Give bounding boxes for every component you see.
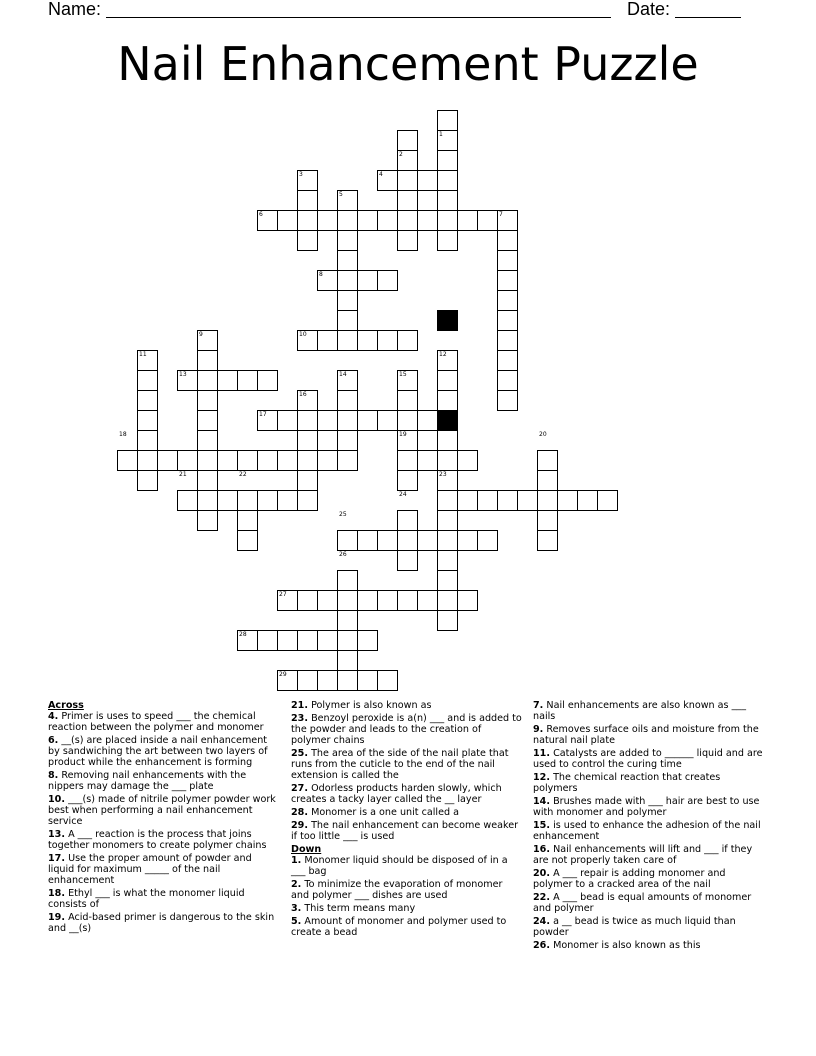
grid-number: 23 <box>439 471 447 478</box>
clue-text: Brushes made with ___ hair are best to use with monomer and polymer <box>533 796 760 818</box>
grid-cell[interactable] <box>457 450 478 471</box>
grid-cell[interactable] <box>157 450 178 471</box>
clue-text: Odorless products harden slowly, which creates a tacky layer called the __ layer <box>291 783 502 805</box>
grid-cell[interactable] <box>417 450 438 471</box>
grid-cell[interactable] <box>217 490 238 511</box>
clue-text: Monomer is also known as this <box>553 940 701 951</box>
clue-text: is used to enhance the adhesion of the nail enhancement <box>533 820 761 842</box>
clue-number: 9. <box>533 724 544 735</box>
grid-cell[interactable] <box>197 450 218 471</box>
grid-number: 27 <box>279 591 287 598</box>
date-label: Date: <box>627 0 671 19</box>
grid-cell[interactable] <box>497 390 518 411</box>
grid-cell[interactable] <box>357 210 378 231</box>
grid-cell[interactable] <box>297 590 318 611</box>
grid-cell[interactable] <box>137 370 158 391</box>
grid-cell[interactable] <box>377 330 398 351</box>
clue-number: 28. <box>291 807 308 818</box>
grid-cell[interactable] <box>257 490 278 511</box>
grid-cell[interactable] <box>197 470 218 491</box>
grid-cell[interactable] <box>317 590 338 611</box>
clue-number: 1. <box>291 855 302 866</box>
clue-text: Polymer is also known as <box>311 700 432 711</box>
grid-cell[interactable] <box>197 430 218 451</box>
grid-cell[interactable] <box>317 670 338 691</box>
grid-cell[interactable] <box>277 630 298 651</box>
grid-cell[interactable] <box>437 230 458 251</box>
grid-cell[interactable] <box>437 210 458 231</box>
clue-text: Nail enhancements will lift and ___ if they are not properly taken care of <box>533 844 753 866</box>
grid-cell[interactable] <box>377 590 398 611</box>
clue-text: The nail enhancement can become weaker if too little ___ is used <box>291 820 519 842</box>
grid-cell[interactable] <box>297 450 318 471</box>
grid-cell[interactable] <box>397 130 418 151</box>
grid-cell[interactable] <box>277 490 298 511</box>
grid-cell[interactable] <box>397 390 418 411</box>
grid-number: 15 <box>399 371 407 378</box>
grid-cell[interactable] <box>337 670 358 691</box>
grid-cell[interactable] <box>417 410 438 431</box>
grid-cell[interactable] <box>397 170 418 191</box>
grid-cell[interactable] <box>397 230 418 251</box>
clue-item <box>291 916 523 938</box>
grid-number: 28 <box>239 631 247 638</box>
grid-number: 2 <box>399 151 403 158</box>
grid-number: 10 <box>299 331 307 338</box>
clue-number: 5. <box>291 916 302 927</box>
grid-cell[interactable] <box>337 390 358 411</box>
grid-number: 7 <box>499 211 503 218</box>
grid-number: 13 <box>179 371 187 378</box>
clue-item <box>533 724 765 746</box>
clue-item <box>533 772 765 794</box>
grid-number: 21 <box>179 471 187 478</box>
grid-cell[interactable] <box>497 230 518 251</box>
grid-cell[interactable] <box>317 330 338 351</box>
clue-number: 11. <box>533 748 550 759</box>
grid-cell[interactable] <box>397 590 418 611</box>
grid-cell[interactable] <box>437 550 458 571</box>
grid-cell[interactable] <box>497 270 518 291</box>
grid-cell[interactable] <box>437 490 458 511</box>
grid-number: 29 <box>279 671 287 678</box>
grid-cell[interactable] <box>337 410 358 431</box>
clue-item <box>48 735 280 768</box>
clue-number: 19. <box>48 912 65 923</box>
clue-column-2 <box>291 700 523 940</box>
grid-cell[interactable] <box>437 430 458 451</box>
grid-cell[interactable] <box>137 450 158 471</box>
grid-cell[interactable] <box>337 650 358 671</box>
clue-item <box>533 820 765 842</box>
grid-number: 17 <box>259 411 267 418</box>
grid-number: 1 <box>439 131 443 138</box>
grid-cell[interactable] <box>137 470 158 491</box>
grid-number: 18 <box>119 431 127 438</box>
grid-cell[interactable] <box>337 610 358 631</box>
grid-number: 19 <box>399 431 407 438</box>
clue-text: A ___ repair is adding monomer and polymer to a cracked area of the nail <box>533 868 726 890</box>
clue-item <box>291 903 523 914</box>
grid-cell[interactable] <box>177 450 198 471</box>
grid-cell[interactable] <box>497 310 518 331</box>
grid-cell[interactable] <box>397 470 418 491</box>
grid-number: 20 <box>539 431 547 438</box>
grid-cell[interactable] <box>457 210 478 231</box>
grid-cell[interactable] <box>397 550 418 571</box>
grid-number: 5 <box>339 191 343 198</box>
grid-cell[interactable] <box>137 430 158 451</box>
grid-cell[interactable] <box>197 410 218 431</box>
grid-cell[interactable] <box>217 370 238 391</box>
grid-number: 25 <box>339 511 347 518</box>
grid-cell[interactable] <box>417 530 438 551</box>
clue-number: 3. <box>291 903 302 914</box>
grid-cell[interactable] <box>137 390 158 411</box>
clue-number: 18. <box>48 888 65 899</box>
clue-item <box>48 912 280 934</box>
grid-cell[interactable] <box>297 670 318 691</box>
clue-text: Removing nail enhancements with the nippers may damage the ___ plate <box>48 770 247 792</box>
grid-cell[interactable] <box>377 670 398 691</box>
grid-cell[interactable] <box>337 450 358 471</box>
grid-cell[interactable] <box>497 370 518 391</box>
clue-text: Monomer liquid should be disposed of in a ___ bag <box>291 855 508 877</box>
clue-text: Nail enhancements are also known as ___ nails <box>533 700 746 722</box>
black-cell <box>437 310 458 331</box>
grid-cell[interactable] <box>557 490 578 511</box>
clue-item <box>533 748 765 770</box>
clue-text: To minimize the evaporation of monomer and polymer ___ dishes are used <box>291 879 503 901</box>
grid-cell[interactable] <box>397 450 418 471</box>
clue-text: A ___ bead is equal amounts of monomer and polymer <box>533 892 752 914</box>
clue-item <box>291 820 523 842</box>
grid-cell[interactable] <box>317 450 338 471</box>
grid-cell[interactable] <box>437 590 458 611</box>
grid-cell[interactable] <box>337 530 358 551</box>
clue-text: A ___ reaction is the process that joins together monomers to create polymer chains <box>48 829 267 851</box>
grid-number: 11 <box>139 351 147 358</box>
grid-number: 3 <box>299 171 303 178</box>
clue-number: 23. <box>291 713 308 724</box>
clue-number: 12. <box>533 772 550 783</box>
grid-cell[interactable] <box>417 590 438 611</box>
grid-cell[interactable] <box>437 190 458 211</box>
grid-cell[interactable] <box>517 490 538 511</box>
grid-cell[interactable] <box>277 410 298 431</box>
grid-cell[interactable] <box>437 170 458 191</box>
grid-number: 12 <box>439 351 447 358</box>
clue-number: 21. <box>291 700 308 711</box>
grid-number: 9 <box>199 331 203 338</box>
grid-number: 6 <box>259 211 263 218</box>
clue-text: __(s) are placed inside a nail enhancement by sandwiching the art between two layers of product while the enhancement is forming <box>48 735 268 768</box>
grid-cell[interactable] <box>257 630 278 651</box>
grid-cell[interactable] <box>577 490 598 511</box>
grid-cell[interactable] <box>377 270 398 291</box>
clue-text: Benzoyl peroxide is a(n) ___ and is added to the powder and leads to the creation of polymer chains <box>291 713 522 746</box>
clue-item <box>48 888 280 910</box>
clue-item <box>48 829 280 851</box>
clue-item <box>291 748 523 781</box>
grid-cell[interactable] <box>537 510 558 531</box>
clue-number: 8. <box>48 770 59 781</box>
clue-number: 27. <box>291 783 308 794</box>
grid-cell[interactable] <box>337 250 358 271</box>
clue-number: 22. <box>533 892 550 903</box>
clue-text: The area of the side of the nail plate that runs from the cuticle to the end of the nail extension is called the <box>291 748 509 781</box>
grid-cell[interactable] <box>437 150 458 171</box>
clue-text: Ethyl ___ is what the monomer liquid consists of <box>48 888 245 910</box>
clue-item <box>533 844 765 866</box>
grid-cell[interactable] <box>417 170 438 191</box>
grid-cell[interactable] <box>237 370 258 391</box>
grid-number: 24 <box>399 491 407 498</box>
grid-cell[interactable] <box>377 410 398 431</box>
grid-cell[interactable] <box>537 470 558 491</box>
clue-number: 20. <box>533 868 550 879</box>
grid-cell[interactable] <box>237 490 258 511</box>
clue-item <box>291 700 523 711</box>
clue-item <box>291 855 523 877</box>
grid-cell[interactable] <box>477 530 498 551</box>
grid-cell[interactable] <box>297 410 318 431</box>
grid-cell[interactable] <box>437 450 458 471</box>
clue-item <box>48 794 280 827</box>
clue-item <box>533 916 765 938</box>
grid-cell[interactable] <box>377 210 398 231</box>
grid-cell[interactable] <box>197 370 218 391</box>
grid-number: 16 <box>299 391 307 398</box>
grid-cell[interactable] <box>357 630 378 651</box>
grid-cell[interactable] <box>497 330 518 351</box>
clue-item <box>533 892 765 914</box>
grid-cell[interactable] <box>377 530 398 551</box>
grid-cell[interactable] <box>457 530 478 551</box>
clue-item <box>291 879 523 901</box>
grid-cell[interactable] <box>257 370 278 391</box>
clue-text: Removes surface oils and moisture from the natural nail plate <box>533 724 759 746</box>
grid-cell[interactable] <box>237 510 258 531</box>
grid-cell[interactable] <box>337 330 358 351</box>
clue-number: 26. <box>533 940 550 951</box>
clue-item <box>533 940 765 951</box>
clue-number: 7. <box>533 700 544 711</box>
grid-cell[interactable] <box>337 570 358 591</box>
clue-text: Amount of monomer and polymer used to create a bead <box>291 916 507 938</box>
clue-text: Catalysts are added to ______ liquid and are used to control the curing time <box>533 748 763 770</box>
clue-number: 14. <box>533 796 550 807</box>
grid-cell[interactable] <box>337 310 358 331</box>
grid-cell[interactable] <box>357 530 378 551</box>
grid-cell[interactable] <box>397 410 418 431</box>
grid-cell[interactable] <box>357 590 378 611</box>
clue-number: 13. <box>48 829 65 840</box>
grid-cell[interactable] <box>337 290 358 311</box>
grid-cell[interactable] <box>337 210 358 231</box>
grid-number: 26 <box>339 551 347 558</box>
grid-cell[interactable] <box>357 270 378 291</box>
across-heading: Across <box>48 700 84 711</box>
grid-cell[interactable] <box>457 490 478 511</box>
grid-cell[interactable] <box>297 210 318 231</box>
grid-cell[interactable] <box>117 450 138 471</box>
grid-cell[interactable] <box>497 490 518 511</box>
grid-cell[interactable] <box>597 490 618 511</box>
down-heading: Down <box>291 844 322 855</box>
black-cell <box>437 410 458 431</box>
grid-cell[interactable] <box>397 510 418 531</box>
grid-cell[interactable] <box>397 190 418 211</box>
grid-cell[interactable] <box>417 210 438 231</box>
clue-text: Primer is uses to speed ___ the chemical reaction between the polymer and monomer <box>48 711 264 733</box>
grid-cell[interactable] <box>297 470 318 491</box>
grid-cell[interactable] <box>497 290 518 311</box>
grid-cell[interactable] <box>297 430 318 451</box>
grid-cell[interactable] <box>317 210 338 231</box>
grid-cell[interactable] <box>237 530 258 551</box>
grid-cell[interactable] <box>437 110 458 131</box>
grid-number: 22 <box>239 471 247 478</box>
grid-number: 14 <box>339 371 347 378</box>
grid-cell[interactable] <box>537 490 558 511</box>
clue-text: Use the proper amount of powder and liquid for maximum _____ of the nail enhancement <box>48 853 252 886</box>
grid-cell[interactable] <box>337 230 358 251</box>
grid-cell[interactable] <box>397 330 418 351</box>
clue-number: 2. <box>291 879 302 890</box>
grid-cell[interactable] <box>197 490 218 511</box>
grid-cell[interactable] <box>337 630 358 651</box>
name-label: Name: <box>48 0 102 19</box>
grid-cell[interactable] <box>277 210 298 231</box>
clue-item <box>533 796 765 818</box>
grid-cell[interactable] <box>197 510 218 531</box>
page-title: Nail Enhancement Puzzle <box>117 37 699 91</box>
grid-cell[interactable] <box>237 450 258 471</box>
clue-text: Monomer is a one unit called a <box>311 807 459 818</box>
grid-cell[interactable] <box>357 410 378 431</box>
clue-number: 24. <box>533 916 550 927</box>
grid-cell[interactable] <box>257 450 278 471</box>
grid-cell[interactable] <box>437 610 458 631</box>
clue-text: This term means many <box>304 903 416 914</box>
clue-number: 25. <box>291 748 308 759</box>
clue-text: The chemical reaction that creates polymers <box>533 772 721 794</box>
grid-cell[interactable] <box>497 250 518 271</box>
grid-number: 8 <box>319 271 323 278</box>
grid-cell[interactable] <box>497 350 518 371</box>
clue-item <box>48 711 280 733</box>
clue-number: 17. <box>48 853 65 864</box>
grid-cell[interactable] <box>457 590 478 611</box>
grid-cell[interactable] <box>217 450 238 471</box>
clue-text: ___(s) made of nitrile polymer powder work best when performing a nail enhancement service <box>48 794 276 827</box>
clue-item <box>291 713 523 746</box>
clue-item <box>291 783 523 805</box>
grid-cell[interactable] <box>197 390 218 411</box>
grid-cell[interactable] <box>437 530 458 551</box>
grid-cell[interactable] <box>477 210 498 231</box>
clue-item <box>533 868 765 890</box>
clue-item <box>533 700 765 722</box>
grid-cell[interactable] <box>297 490 318 511</box>
grid-cell[interactable] <box>277 450 298 471</box>
clue-text: a __ bead is twice as much liquid than powder <box>533 916 736 938</box>
clue-item <box>48 853 280 886</box>
clue-column-1 <box>48 700 280 936</box>
grid-cell[interactable] <box>317 630 338 651</box>
grid-cell[interactable] <box>317 410 338 431</box>
grid-cell[interactable] <box>397 210 418 231</box>
clue-item <box>48 770 280 792</box>
grid-cell[interactable] <box>177 490 198 511</box>
grid-cell[interactable] <box>297 230 318 251</box>
grid-cell[interactable] <box>437 370 458 391</box>
grid-cell[interactable] <box>537 530 558 551</box>
grid-cell[interactable] <box>357 670 378 691</box>
grid-cell[interactable] <box>357 330 378 351</box>
grid-cell[interactable] <box>537 450 558 471</box>
grid-cell[interactable] <box>397 530 418 551</box>
grid-cell[interactable] <box>337 270 358 291</box>
grid-cell[interactable] <box>437 390 458 411</box>
grid-cell[interactable] <box>477 490 498 511</box>
clue-item <box>291 807 523 818</box>
grid-number: 4 <box>379 171 383 178</box>
grid-cell[interactable] <box>297 190 318 211</box>
clue-number: 6. <box>48 735 59 746</box>
clue-number: 10. <box>48 794 65 805</box>
grid-cell[interactable] <box>437 570 458 591</box>
grid-cell[interactable] <box>137 410 158 431</box>
clue-number: 29. <box>291 820 308 831</box>
clue-number: 15. <box>533 820 550 831</box>
grid-cell[interactable] <box>337 430 358 451</box>
grid-cell[interactable] <box>337 590 358 611</box>
clue-number: 4. <box>48 711 59 722</box>
grid-cell[interactable] <box>297 630 318 651</box>
clue-text: Acid-based primer is dangerous to the skin and __(s) <box>48 912 275 934</box>
clue-column-3 <box>533 700 765 953</box>
grid-cell[interactable] <box>197 350 218 371</box>
clue-number: 16. <box>533 844 550 855</box>
grid-cell[interactable] <box>437 510 458 531</box>
